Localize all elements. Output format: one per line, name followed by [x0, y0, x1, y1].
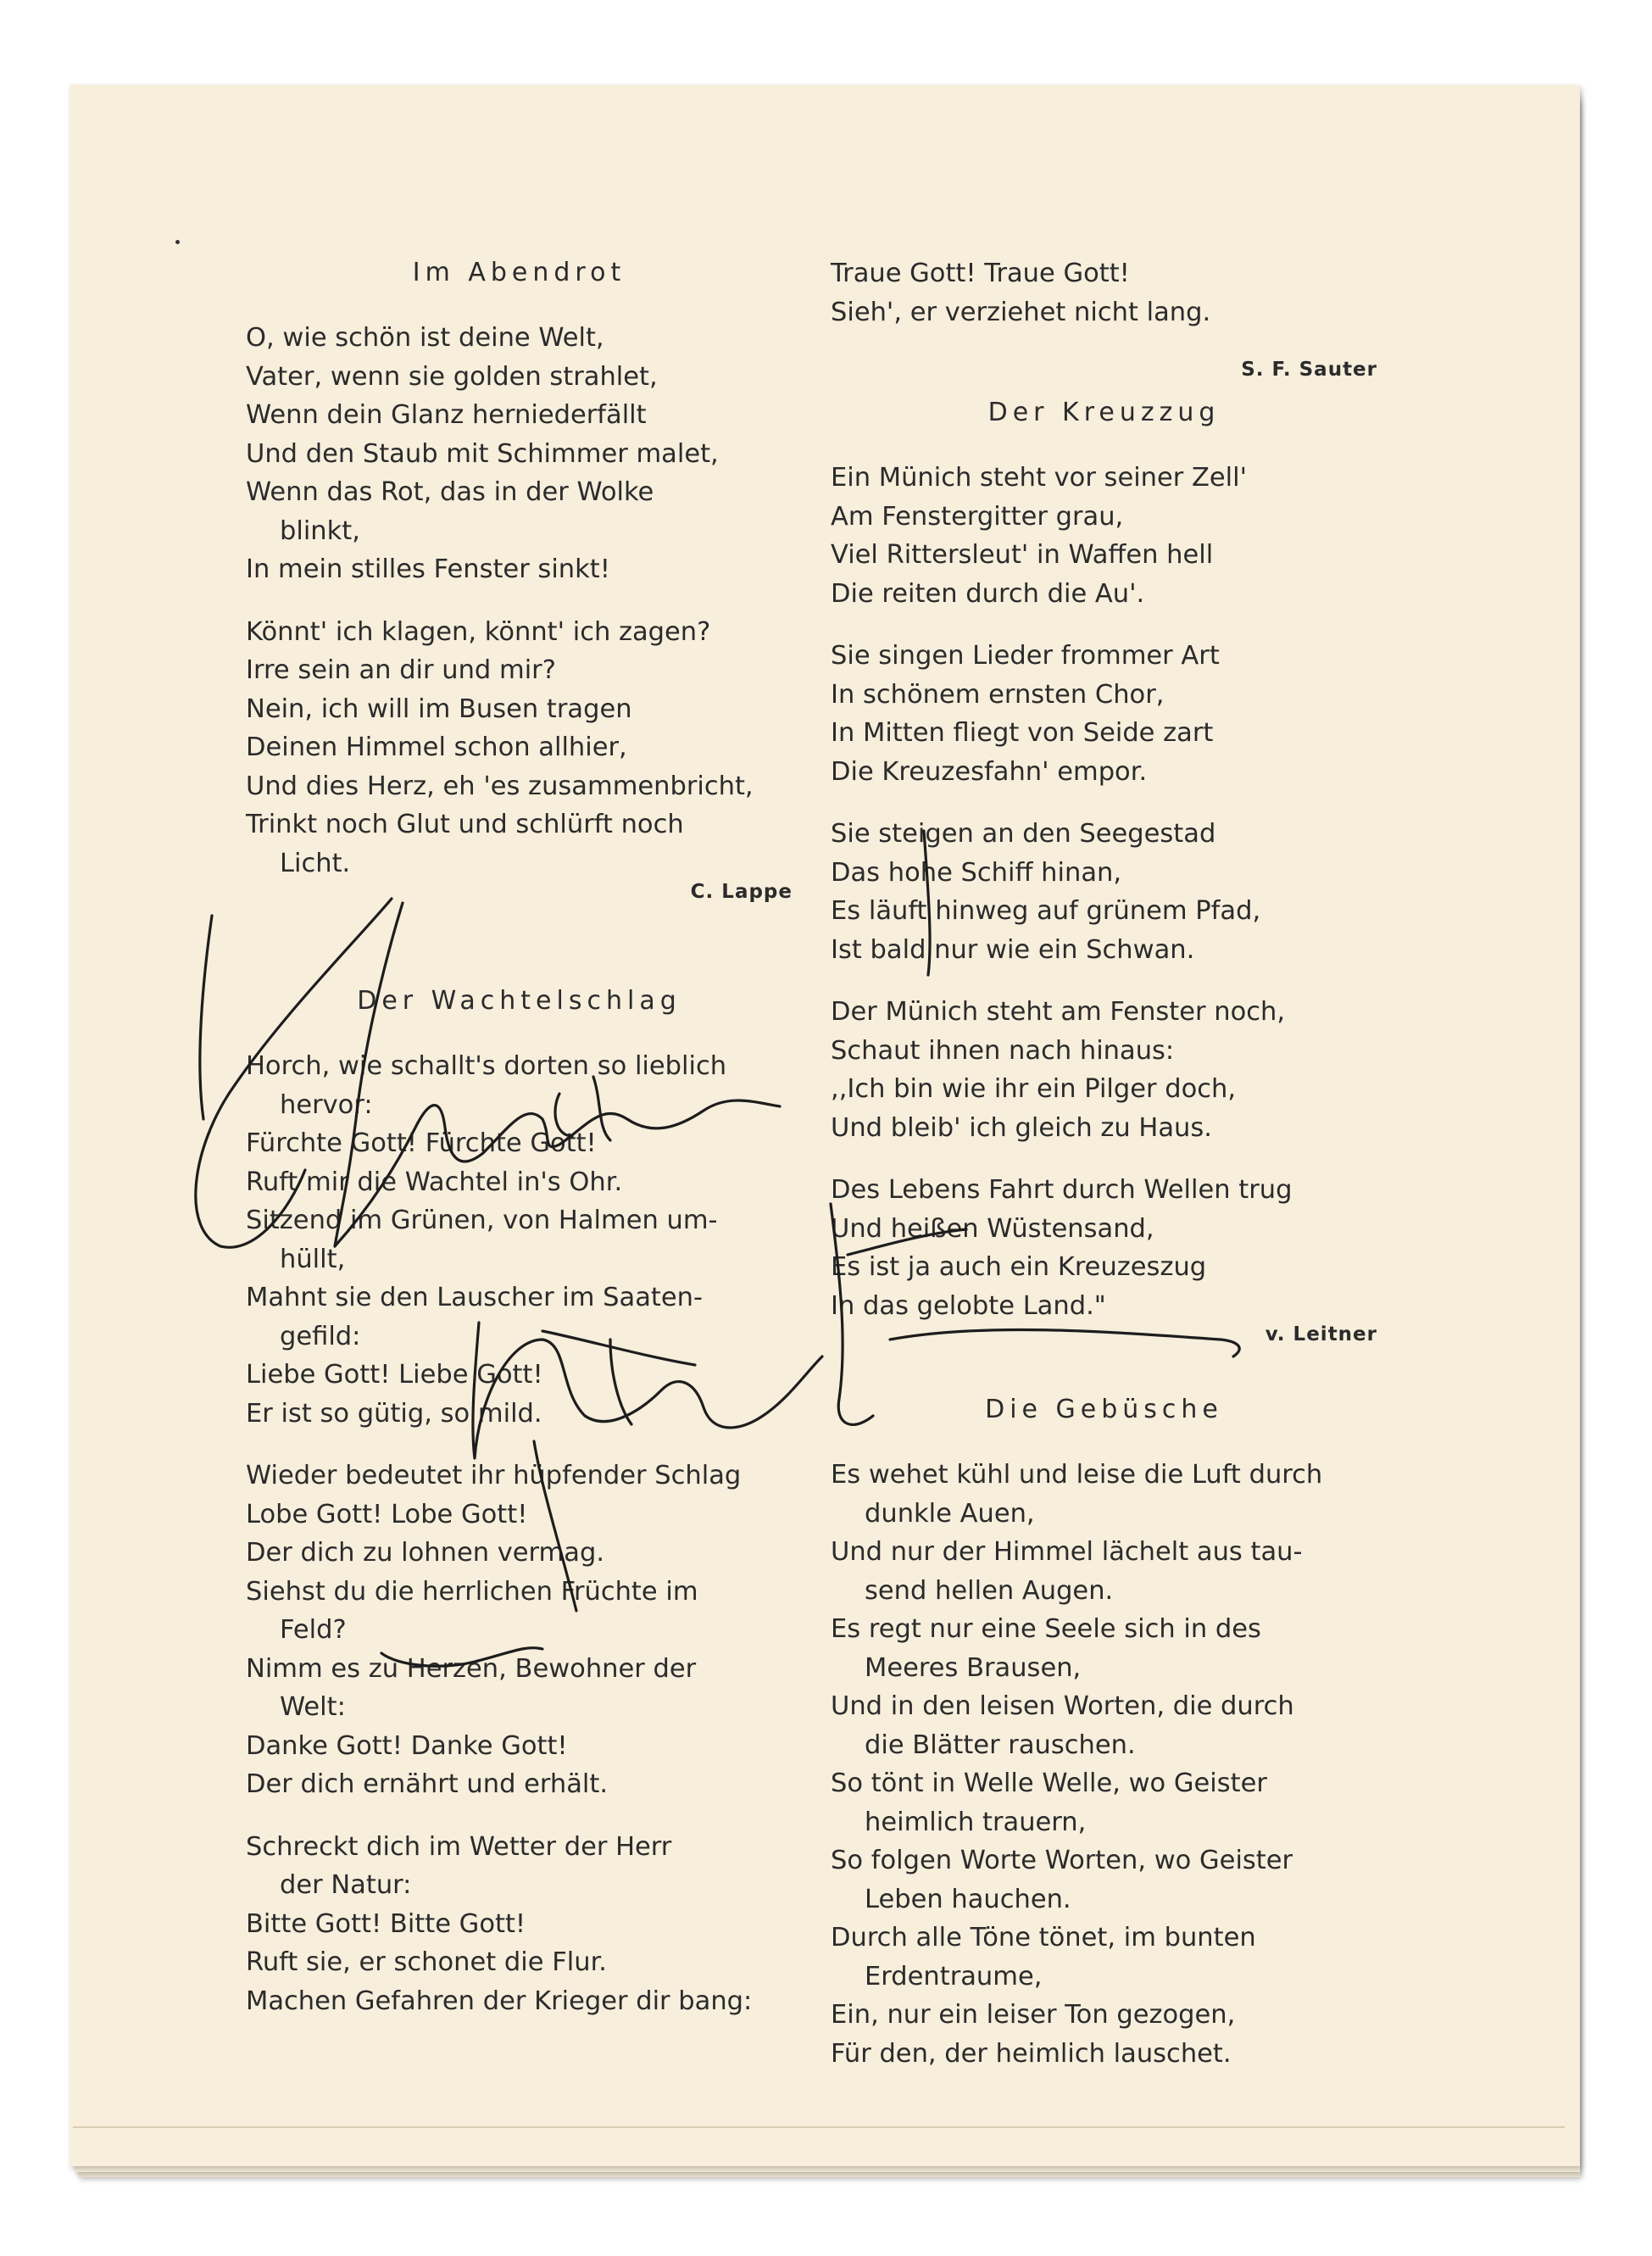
- poem-line: Sitzend im Grünen, von Halmen um-: [246, 1206, 718, 1235]
- poem-line: Nimm es zu Herzen, Bewohner der: [246, 1653, 697, 1684]
- poem-line: Irre sein an dir und mir?: [246, 655, 556, 685]
- stanza: [246, 319, 793, 589]
- poem-der-wachtelschlag: [246, 983, 793, 2020]
- poem-stanzas: [246, 1047, 793, 2020]
- poem-line: Nein, ich will im Busen tragen: [246, 694, 632, 724]
- stanza: [831, 1456, 1377, 2073]
- poem-line: hervor:: [280, 1089, 373, 1120]
- poem-line: Lobe Gott! Lobe Gott!: [246, 1499, 528, 1529]
- poem-line: Und dies Herz, eh 'es zusammenbricht,: [246, 771, 754, 801]
- poem-line: Sieh', er verziehet nicht lang.: [831, 297, 1211, 327]
- stanza: [246, 1828, 793, 2021]
- poem-line: Durch alle Töne tönet, im bunten: [831, 1923, 1256, 1952]
- poem-line: die Blätter rauschen.: [865, 1730, 1136, 1760]
- stanza: [831, 993, 1377, 1147]
- poem-line: Des Lebens Fahrt durch Wellen trug: [831, 1175, 1293, 1205]
- poem-line: heimlich trauern,: [865, 1807, 1087, 1837]
- poem-line: Fürchte Gott! Fürchte Gott!: [246, 1128, 597, 1158]
- poem-line: Es ist ja auch ein Kreuzeszug: [831, 1252, 1207, 1282]
- poem-line: In mein stilles Fenster sinkt!: [246, 554, 610, 584]
- poem-die-gebuesche: [831, 1391, 1377, 2073]
- poem-line: Deinen Himmel schon allhier,: [246, 733, 627, 762]
- poem-wachtelschlag-continued: [831, 254, 1377, 384]
- left-column: [246, 254, 793, 2044]
- poem-line: Der dich ernährt und erhält.: [246, 1769, 609, 1799]
- poem-stanzas: [831, 254, 1377, 331]
- poem-line: In das gelobte Land.": [831, 1290, 1106, 1321]
- poem-line: Ruft sie, er schonet die Flur.: [246, 1947, 608, 1977]
- poem-stanzas: [831, 459, 1377, 1325]
- poem-line: Ruft mir die Wachtel in's Ohr.: [246, 1167, 623, 1197]
- poem-line: Ist bald nur wie ein Schwan.: [831, 934, 1195, 965]
- poem-line: Er ist so gütig, so mild.: [246, 1398, 542, 1429]
- poem-line: O, wie schön ist deine Welt,: [246, 323, 604, 353]
- poem-line: Und den Staub mit Schimmer malet,: [246, 438, 719, 469]
- poem-author: v. Leitner: [1265, 1323, 1377, 1345]
- poem-line: blinkt,: [280, 515, 360, 546]
- poem-line: Der dich zu lohnen vermag.: [246, 1538, 605, 1568]
- poem-line: Erdentraume,: [865, 1961, 1043, 1991]
- poem-line: So tönt in Welle Welle, wo Geister: [831, 1769, 1267, 1798]
- poem-line: Siehst du die herrlichen Früchte im: [246, 1576, 698, 1607]
- poem-line: Wenn das Rot, das in der Wolke: [246, 477, 654, 507]
- poem-line: Es wehet kühl und leise die Luft durch: [831, 1460, 1323, 1490]
- poem-line: Es regt nur eine Seele sich in des: [831, 1614, 1261, 1644]
- poem-line: Wenn dein Glanz herniederfällt: [246, 400, 647, 430]
- poem-line: Am Fenstergitter grau,: [831, 501, 1124, 532]
- poem-line: Welt:: [280, 1692, 346, 1722]
- poem-line: Vater, wenn sie golden strahlet,: [246, 361, 658, 392]
- paper-bottom-edge: [73, 2126, 1565, 2133]
- poem-line: Und nur der Himmel lächelt aus tau-: [831, 1537, 1303, 1567]
- poem-line: Wieder bedeutet ihr hüpfender Schlag: [246, 1461, 742, 1490]
- poem-line: Viel Rittersleut' in Waffen hell: [831, 540, 1214, 570]
- stanza: [831, 815, 1377, 969]
- poem-line: Licht.: [280, 848, 351, 878]
- poem-line: Sie singen Lieder frommer Art: [831, 641, 1220, 671]
- poem-line: Schaut ihnen nach hinaus:: [831, 1035, 1175, 1066]
- poem-line: Ein, nur ein leiser Ton gezogen,: [831, 2000, 1236, 2030]
- poem-author: C. Lappe: [690, 881, 793, 903]
- poem-der-kreuzzug: [831, 394, 1377, 1349]
- poem-line: Danke Gott! Danke Gott!: [246, 1730, 568, 1761]
- poem-line: Und in den leisen Worten, die durch: [831, 1691, 1294, 1721]
- poem-line: Für den, der heimlich lauschet.: [831, 2038, 1232, 2069]
- poem-line: Könnt' ich klagen, könnt' ich zagen?: [246, 616, 711, 647]
- poem-stanzas: [246, 319, 793, 883]
- poem-line: Mahnt sie den Lauscher im Saaten-: [246, 1283, 703, 1312]
- poem-line: Meeres Brausen,: [865, 1652, 1082, 1683]
- stanza: [831, 637, 1377, 791]
- poem-line: In schönem ernsten Chor,: [831, 679, 1165, 710]
- ink-dot: [175, 240, 180, 244]
- poem-line: Das hohe Schiff hinan,: [831, 857, 1122, 888]
- poem-line: Bitte Gott! Bitte Gott!: [246, 1908, 526, 1939]
- poem-line: dunkle Auen,: [865, 1498, 1035, 1529]
- poem-line: Und heißen Wüstensand,: [831, 1213, 1154, 1244]
- poem-line: Trinkt noch Glut und schlürft noch: [246, 810, 684, 839]
- poem-title: Im Abendrot: [412, 258, 626, 287]
- poem-stanzas: [831, 1456, 1377, 2073]
- poem-line: Machen Gefahren der Krieger dir bang:: [246, 1986, 753, 2016]
- poem-line: In Mitten fliegt von Seide zart: [831, 718, 1214, 748]
- stanza: [831, 459, 1377, 613]
- stanza: [831, 254, 1377, 331]
- poem-line: Liebe Gott! Liebe Gott!: [246, 1360, 543, 1390]
- poem-author: S. F. Sauter: [1241, 359, 1377, 381]
- poem-line: ,,Ich bin wie ihr ein Pilger doch,: [831, 1074, 1237, 1104]
- poem-line: Ein Münich steht vor seiner Zell': [831, 463, 1248, 493]
- poem-line: hüllt,: [280, 1244, 346, 1274]
- poem-line: gefild:: [280, 1321, 361, 1351]
- poem-line: So folgen Worte Worten, wo Geister: [831, 1846, 1293, 1875]
- poem-line: Schreckt dich im Wetter der Herr: [246, 1831, 672, 1862]
- poem-im-abendrot: [246, 254, 793, 906]
- poem-line: send hellen Augen.: [865, 1575, 1114, 1606]
- stanza: [246, 1457, 793, 1804]
- poem-line: Leben hauchen.: [865, 1884, 1071, 1914]
- poem-line: Sie steigen an den Seegestad: [831, 819, 1216, 849]
- poem-title: Der Kreuzzug: [987, 398, 1221, 427]
- poem-line: Feld?: [280, 1615, 347, 1645]
- poem-title: Der Wachtelschlag: [357, 986, 681, 1016]
- poem-line: Die reiten durch die Au'.: [831, 578, 1145, 609]
- poem-line: Horch, wie schallt's dorten so lieblich: [246, 1051, 727, 1081]
- poem-line: der Natur:: [280, 1870, 412, 1900]
- stanza: [831, 1171, 1377, 1325]
- poem-title: Die Gebüsche: [985, 1395, 1223, 1424]
- right-column: [831, 254, 1377, 2097]
- stanza: [246, 1047, 793, 1433]
- poem-line: Traue Gott! Traue Gott!: [831, 259, 1130, 288]
- poem-line: Es läuft hinweg auf grünem Pfad,: [831, 896, 1261, 926]
- poem-line: Und bleib' ich gleich zu Haus.: [831, 1112, 1212, 1143]
- stanza: [246, 613, 793, 883]
- poem-line: Die Kreuzesfahn' empor.: [831, 756, 1148, 787]
- poem-line: Der Münich steht am Fenster noch,: [831, 997, 1286, 1027]
